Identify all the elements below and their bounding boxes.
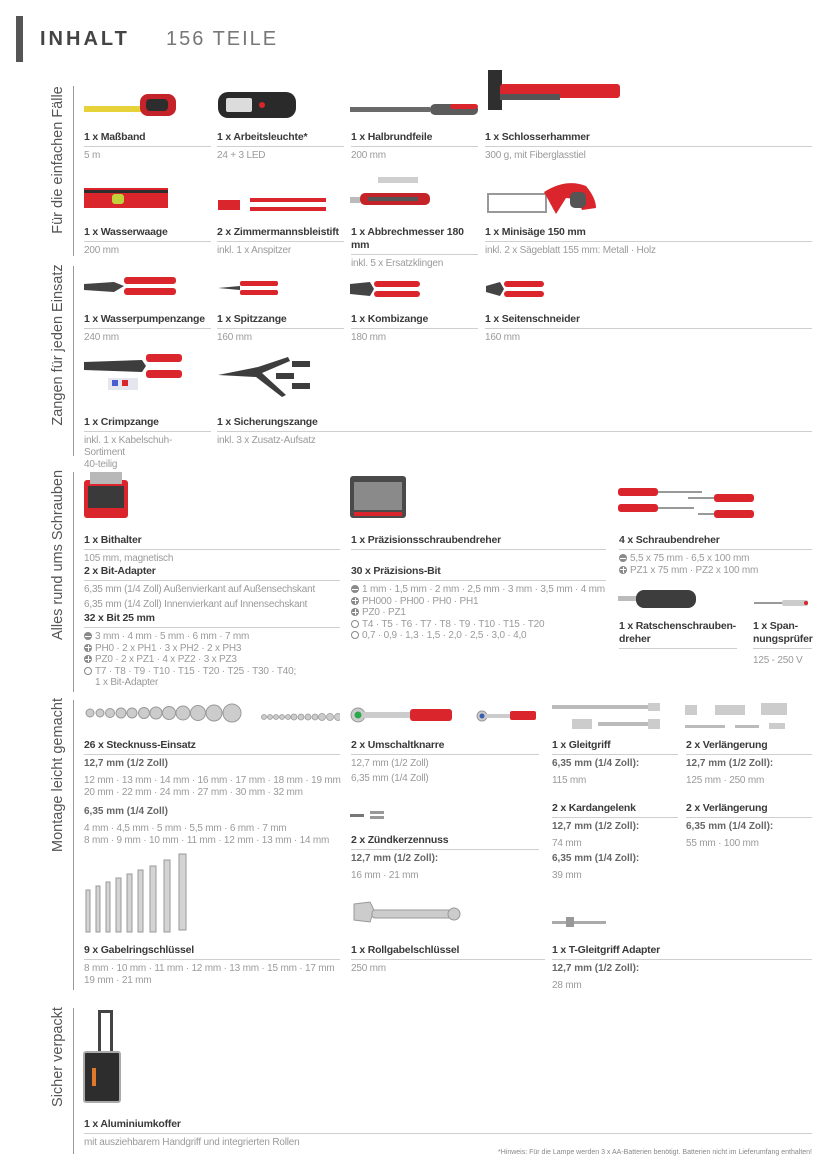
precision-screwdriver-case-image	[350, 476, 408, 520]
item-halbrundfeile: 1 x Halbrundfeile 200 mm	[351, 131, 478, 162]
spark-plug-sockets-image	[350, 810, 386, 820]
item-praezisionsbit: 30 x Präzisions-Bit 1 mm · 1,5 mm · 2 mm · 2,5 mm · 3 mm · 3,5 mm · 4 mm PH000 · PH00 · PH0 · PH1 PZ0 · PZ1 T4 · T5 · T6 · T7 · T8 · T9 · T10 · T15 · T20 0,7 · 0,9 · 1,3 · 1,5 · 2,0 · 2,5 · 3,0 · 4,0	[351, 565, 605, 641]
hammer-image	[486, 70, 622, 120]
extensions-image	[685, 703, 795, 731]
item-schlosserhammer: 1 x Schlosserhammer 300 g, mit Fiberglasstiel	[485, 131, 812, 162]
combination-wrenches-image	[84, 852, 194, 934]
circlip-pliers-image	[218, 355, 314, 397]
bit-holder-box-image	[84, 472, 130, 520]
pozidriv-icon	[84, 655, 92, 663]
item-gabelringschluessel: 9 x Gabelringschlüssel 8 mm · 10 mm · 11 mm · 12 mm · 13 mm · 15 mm · 17 mm 19 mm · 21 mm	[84, 944, 340, 986]
slotted-icon	[351, 585, 359, 593]
spirit-level-image	[84, 186, 170, 212]
pozidriv-icon	[619, 566, 627, 574]
item-praezisionsschraubendreher: 1 x Präzisionsschraubendreher	[351, 534, 606, 550]
section-divider	[73, 266, 74, 456]
side-cutter-image	[486, 278, 546, 300]
voltage-tester-image	[754, 598, 810, 608]
phillips-icon	[351, 597, 359, 605]
item-gleitgriff: 1 x Gleitgriff 6,35 mm (1/4 Zoll): 115 mm	[552, 739, 678, 787]
hex-icon	[351, 631, 359, 639]
mini-saw-image	[486, 178, 606, 216]
item-rollgabelschluessel: 1 x Rollgabelschlüssel 250 mm	[351, 944, 545, 975]
utility-knife-image	[350, 175, 440, 211]
footnote: *Hinweis: Für die Lampe werden 3 x AA-Batterien benötigt. Batterien nicht im Lieferumfang enthalten!	[497, 1149, 812, 1156]
item-stecknuss: 26 x Stecknuss-Einsatz 12,7 mm (1/2 Zoll) 12 mm · 13 mm · 14 mm · 16 mm · 17 mm · 18 mm · 19 mm 20 mm · 22 mm · 24 mm · 27 mm · 30 mm · 32 mm 6,35 mm (1/4 Zoll) 4 mm · 4,5 mm · 5 mm · 5,5 mm · 6 mm · 7 mm 8 mm · 9 mm · 10 mm · 11 mm · 12 mm · 13 mm · 14 mm	[84, 739, 341, 846]
slotted-icon	[84, 632, 92, 640]
needle-nose-pliers-image	[218, 278, 280, 298]
screwdrivers-image	[618, 484, 758, 520]
section-label-pliers: Zangen für jeden Einsatz	[50, 264, 66, 426]
section-label-assembly: Montage leicht gemacht	[50, 698, 66, 852]
item-minisaege: 1 x Minisäge 150 mm inkl. 2 x Sägeblatt 155 mm: Metall · Holz	[485, 226, 812, 257]
page-title: INHALT	[40, 28, 130, 50]
file-image	[350, 102, 480, 118]
item-zimmermannsbleistift: 2 x Zimmermannsbleistift inkl. 1 x Anspitzer	[217, 226, 344, 257]
section-label-packed: Sicher verpackt	[50, 1007, 66, 1107]
sockets-image	[84, 703, 340, 723]
work-light-image	[218, 92, 298, 120]
item-schraubendreher: 4 x Schraubendreher 5,5 x 75 mm · 6,5 x 100 mm PZ1 x 75 mm · PZ2 x 100 mm	[619, 534, 812, 576]
section-label-simple: Für die einfachen Fälle	[50, 86, 66, 234]
item-seitenschneider: 1 x Seitenschneider 160 mm	[485, 313, 812, 344]
header-accent-bar	[16, 16, 23, 62]
pozidriv-icon	[351, 608, 359, 616]
item-verlaengerung-half-inch: 2 x Verlängerung 12,7 mm (1/2 Zoll): 125 mm · 250 mm	[686, 739, 812, 787]
item-umschaltknarre: 2 x Umschaltknarre 12,7 mm (1/2 Zoll) 6,35 mm (1/4 Zoll)	[351, 739, 539, 785]
section-divider	[73, 86, 74, 256]
water-pump-pliers-image	[84, 274, 178, 300]
item-aluminiumkoffer: 1 x Aluminiumkoffer mit ausziehbarem Handgriff und integrierten Rollen	[84, 1118, 812, 1149]
item-t-gleitgriff-adapter: 1 x T-Gleitgriff Adapter 12,7 mm (1/2 Zoll): 28 mm	[552, 944, 812, 992]
item-massband: 1 x Maßband 5 m	[84, 131, 211, 162]
crimping-pliers-image	[84, 350, 184, 392]
ratchets-image	[350, 704, 540, 726]
section-divider	[73, 472, 74, 692]
item-bitadapter: 2 x Bit-Adapter 6,35 mm (1/4 Zoll) Außenvierkant auf Außensechskant 6,35 mm (1/4 Zoll) Innenvierkant auf Innensechskant	[84, 565, 340, 611]
item-abbrechmesser: 1 x Abbrechmesser 180 mm inkl. 5 x Ersatzklingen	[351, 226, 478, 270]
item-sicherungszange: 1 x Sicherungszange inkl. 3 x Zusatz-Aufsatz	[217, 416, 812, 447]
sliding-bar-extensions-image	[552, 703, 664, 731]
torx-icon	[351, 620, 359, 628]
item-zuendkerzennuss: 2 x Zündkerzennuss 12,7 mm (1/2 Zoll): 16 mm · 21 mm	[351, 834, 539, 882]
torx-icon	[84, 667, 92, 675]
t-handle-adapter-image	[552, 915, 608, 929]
tape-measure-image	[84, 90, 184, 120]
item-wasserwaage: 1 x Wasserwaage 200 mm	[84, 226, 211, 257]
item-kardangelenk: 2 x Kardangelenk 12,7 mm (1/2 Zoll): 74 mm 6,35 mm (1/4 Zoll): 39 mm	[552, 802, 678, 882]
item-kombizange: 1 x Kombizange 180 mm	[351, 313, 478, 344]
item-bithalter: 1 x Bithalter 105 mm, magnetisch	[84, 534, 340, 565]
carpenter-pencils-image	[218, 196, 328, 214]
section-divider	[73, 1008, 74, 1154]
item-crimpzange: 1 x Crimpzange inkl. 1 x Kabelschuh-Sortiment 40-teilig	[84, 416, 211, 471]
section-divider	[73, 700, 74, 990]
section-label-screwing: Alles rund ums Schrauben	[50, 469, 66, 641]
item-verlaengerung-quarter-inch: 2 x Verlängerung 6,35 mm (1/4 Zoll): 55 mm · 100 mm	[686, 802, 812, 850]
item-wasserpumpenzange: 1 x Wasserpumpenzange 240 mm	[84, 313, 211, 344]
ratchet-screwdriver-image	[618, 588, 698, 610]
adjustable-wrench-image	[350, 900, 464, 926]
slotted-icon	[619, 554, 627, 562]
item-spitzzange: 1 x Spitzzange 160 mm	[217, 313, 344, 344]
item-ratschenschraubendreher: 1 x Ratschenschrauben-dreher	[619, 620, 747, 649]
aluminium-case-image	[82, 1008, 122, 1104]
item-bit25: 32 x Bit 25 mm 3 mm · 4 mm · 5 mm · 6 mm · 7 mm PH0 · 2 x PH1 · 3 x PH2 · 2 x PH3 PZ0 · 2 x PZ1 · 4 x PZ2 · 3 x PZ3 T7 · T8 · T9 · T10 · T15 · T20 · T25 · T30 · T40; 1 x Bit-Adapter	[84, 612, 340, 689]
combination-pliers-image	[350, 278, 422, 300]
item-spannungspruefer: 1 x Span-nungsprüfer 125 - 250 V	[753, 620, 813, 666]
part-count: 156 TEILE	[166, 28, 279, 50]
phillips-icon	[84, 644, 92, 652]
item-arbeitsleuchte: 1 x Arbeitsleuchte* 24 + 3 LED	[217, 131, 344, 162]
